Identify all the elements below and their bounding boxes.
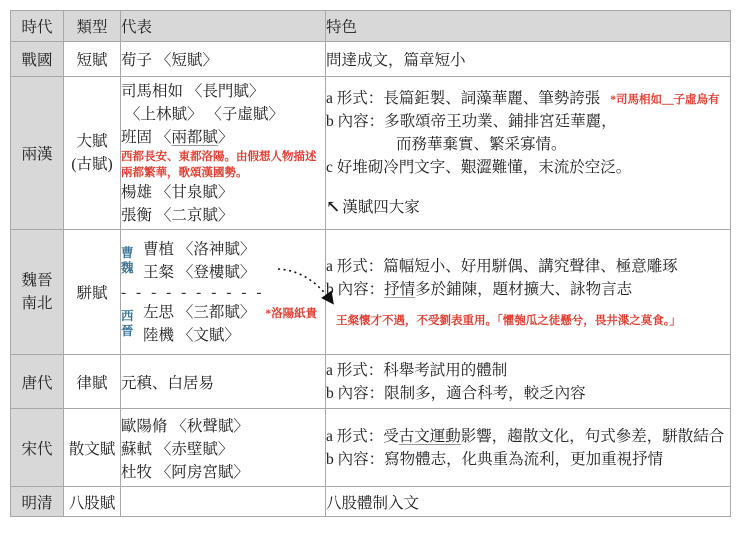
cao-wei-group (121, 238, 325, 284)
feature-text: b 內容： (326, 281, 385, 298)
rep-line: 〈上林賦〉 〈子虛賦〉 (125, 105, 284, 123)
col-header-type: 類型 (64, 11, 121, 42)
red-annotation: 兩都繁華，歌頌漢國勢。 (121, 166, 248, 179)
feature-cell-tang (326, 355, 731, 409)
rep-cell-wei-jin (121, 230, 326, 355)
rep-line: 楊雄 〈甘泉賦〉 (121, 183, 234, 201)
feature-text: a 形式：長篇鉅製、詞藻華麗、筆勢誇張 (326, 90, 601, 107)
northwest-arrow-icon: ↖ (326, 197, 341, 216)
rep-cell-tang: 元稹、白居易 (121, 355, 326, 409)
row-ming-qing (11, 487, 731, 517)
feature-cell-wei-jin (326, 230, 731, 355)
col-header-representative: 代表 (121, 11, 326, 42)
red-annotation: 西都長安、東都洛陽。由假想人物描述 (121, 150, 317, 163)
rep-line: 曹植 〈洛神賦〉 (143, 240, 256, 258)
era-cell-song: 宋代 (11, 409, 64, 487)
type-cell-han (64, 77, 121, 230)
era-cell-tang: 唐代 (11, 355, 64, 409)
feature-line (326, 87, 730, 110)
header-row (11, 11, 731, 42)
row-wei-jin (11, 230, 731, 355)
rep-text: 班固 〈 (121, 128, 172, 146)
dynasty-label-western-jin: 西晉 (121, 309, 134, 338)
rep-line: 陸機 〈文賦〉 (143, 326, 240, 344)
rep-text: 左思 〈三都賦〉 (143, 303, 256, 321)
era-cell-han: 兩漢 (11, 77, 64, 230)
feature-line (326, 425, 730, 448)
feature-cell-song (326, 409, 731, 487)
four-masters-callout (326, 195, 730, 219)
type-cell-wei-jin: 駢賦 (64, 230, 121, 355)
fu-evolution-table (10, 10, 731, 517)
rep-line: 蘇軾 〈赤壁賦〉 (121, 441, 234, 458)
feature-cell-warring-states: 問達成文，篇章短小 (326, 42, 731, 77)
red-annotation: *司馬相如＿子虛烏有 (610, 94, 720, 106)
rep-cell-han (121, 77, 326, 230)
feature-cell-ming-qing: 八股體制入文 (326, 487, 731, 517)
group-lines (143, 301, 317, 347)
rep-cell-warring-states: 荀子 〈短賦〉 (121, 42, 326, 77)
row-tang (11, 355, 731, 409)
era-cell-ming-qing: 明清 (11, 487, 64, 517)
rep-text: 〉 (217, 128, 234, 146)
era-line: 南北 (21, 295, 53, 312)
feature-line (326, 278, 730, 301)
dynasty-label-cao-wei: 曹魏 (121, 246, 134, 275)
col-header-era: 時代 (11, 11, 64, 42)
rep-line: 杜牧 〈阿房宮賦〉 (121, 464, 249, 481)
dashed-divider: - - - - - - - - - - (121, 283, 265, 301)
rep-text-underlined: 兩都賦 (171, 128, 218, 146)
callout-label: 漢賦四大家 (342, 199, 420, 216)
feature-line: 而務華棄實、繁采寡情。 (396, 136, 567, 153)
feature-line: b 內容：多歌頌帝王功業、鋪排宮廷華麗， (326, 113, 617, 130)
feature-text-underlined: 古文運動 (398, 427, 461, 445)
rep-cell-song (121, 409, 326, 487)
red-annotation: *洛陽紙貴 (265, 307, 318, 320)
type-cell-song: 散文賦 (64, 409, 121, 487)
rep-line (143, 301, 317, 324)
rep-line: 歐陽脩 〈秋聲賦〉 (121, 418, 249, 435)
era-cell-warring-states: 戰國 (11, 42, 64, 77)
type-line: (古賦) (71, 156, 113, 173)
col-header-feature: 特色 (326, 11, 731, 42)
rep-line: 司馬相如 〈長門賦〉 (121, 82, 265, 100)
group-lines (143, 238, 255, 284)
feature-text-underlined: 抒情 (384, 281, 416, 298)
feature-line: a 形式：科舉考試用的體制 (326, 361, 508, 379)
type-line: 大賦 (76, 133, 108, 150)
feature-line: b 內容：寫物體志，化典重為流利，更加重視抒情 (326, 450, 664, 468)
feature-text: 多於鋪陳，題材擴大、詠物言志 (415, 281, 633, 298)
era-cell-wei-jin (11, 230, 64, 355)
feature-cell-han (326, 77, 731, 230)
rep-line (121, 126, 325, 149)
type-cell-ming-qing: 八股賦 (64, 487, 121, 517)
era-line: 魏晉 (21, 272, 53, 289)
red-annotation: 王粲懷才不遇，不受劉表重用。「懼匏瓜之徒懸兮，畏井渫之莫食。」 (336, 315, 681, 327)
row-warring-states (11, 42, 731, 77)
row-han (11, 77, 731, 230)
rep-cell-ming-qing (121, 487, 326, 517)
row-song (11, 409, 731, 487)
rep-line: 王粲 〈登樓賦〉 (143, 263, 256, 281)
western-jin-group (121, 301, 325, 347)
feature-text: a 形式：受 (326, 427, 399, 445)
feature-line: c 好堆砌冷門文字、艱澀難懂，末流於空泛。 (326, 159, 632, 176)
type-cell-warring-states: 短賦 (64, 42, 121, 77)
feature-line: b 內容：限制多，適合科考，較乏內容 (326, 384, 586, 402)
spacer (326, 301, 730, 313)
feature-line: a 形式：篇幅短小、好用駢偶、講究聲律、極意雕琢 (326, 258, 678, 275)
feature-text: 影響，趨散文化，句式參差，駢散結合 (460, 427, 725, 445)
rep-line: 張衡 〈二京賦〉 (121, 206, 234, 224)
type-cell-tang: 律賦 (64, 355, 121, 409)
